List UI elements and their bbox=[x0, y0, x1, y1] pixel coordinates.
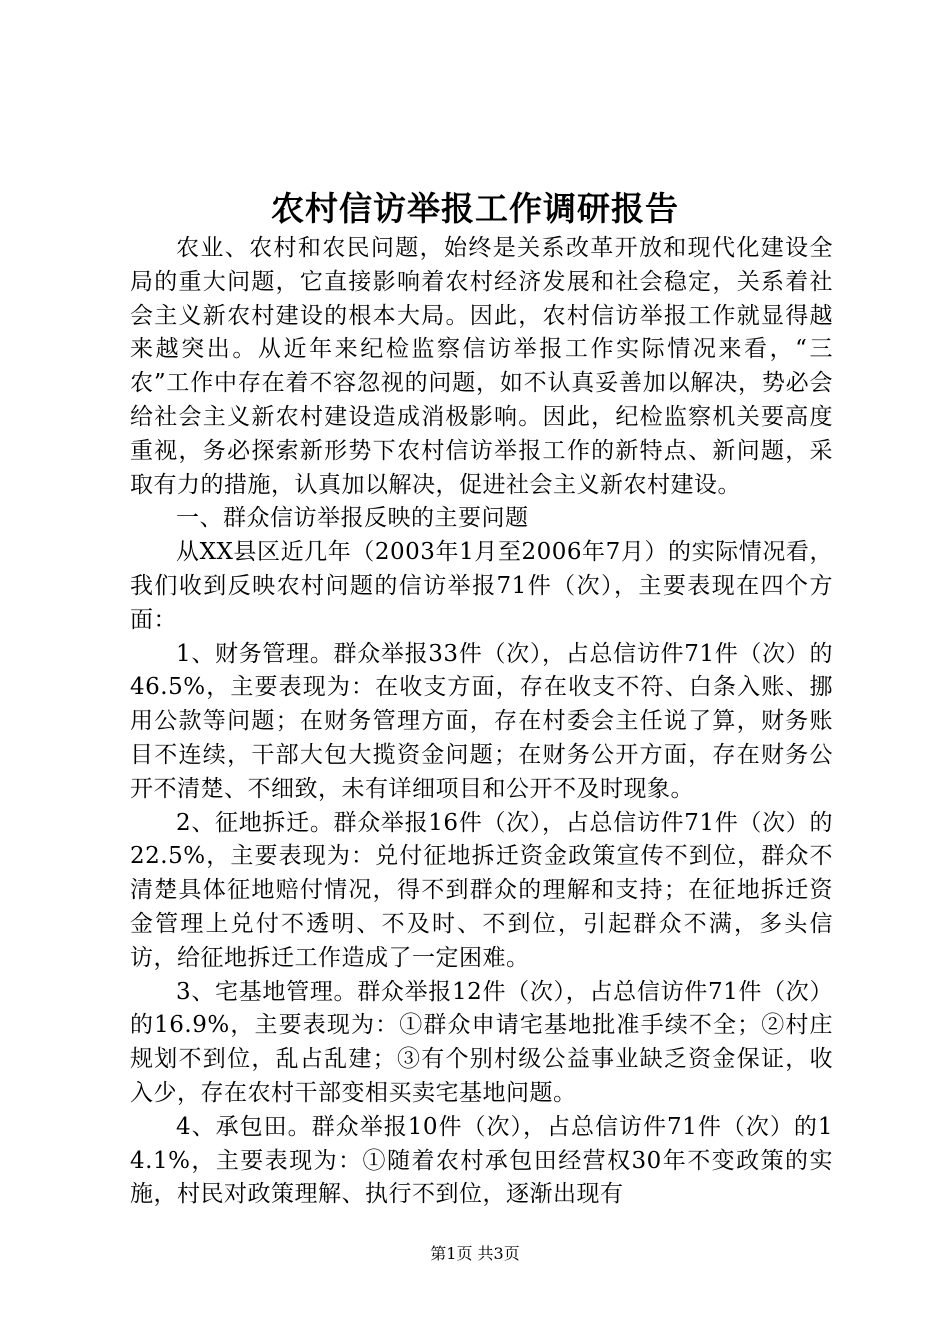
document-body bbox=[130, 232, 833, 1212]
overview-paragraph: 从XX县区近几年（2003年1月至2006年7月）的实际情况看，我们收到反映农村问题的信访举报71件（次），主要表现在四个方面： bbox=[130, 539, 833, 633]
document-title: 农村信访举报工作调研报告 bbox=[271, 189, 679, 228]
item-finance-paragraph: 1、财务管理。群众举报33件（次），占总信访件71件（次）的46.5%，主要表现为：在收支方面，存在收支不符、白条入账、挪用公款等问题；在财务管理方面，存在村委会主任说了算，财务账目不连续，干部大包大揽资金问题；在财务公开方面，存在财务公开不清楚、不细致，未有详细项目和公开不及时现象。 bbox=[130, 640, 833, 802]
item-land-requisition-paragraph: 2、征地拆迁。群众举报16件（次），占总信访件71件（次）的22.5%，主要表现为：兑付征地拆迁资金政策宣传不到位，群众不清楚具体征地赔付情况，得不到群众的理解和支持；在征地拆迁资金管理上兑付不透明、不及时、不到位，引起群众不满，多头信访，给征地拆迁工作造成了一定困难。 bbox=[130, 809, 833, 971]
item-contract-land-paragraph: 4、承包田。群众举报10件（次），占总信访件71件（次）的14.1%，主要表现为：①随着农村承包田经营权30年不变政策的实施，村民对政策理解、执行不到位，逐渐出现有 bbox=[130, 1113, 833, 1208]
item-homestead-paragraph: 3、宅基地管理。群众举报12件（次），占总信访件71件（次）的16.9%，主要表现为：①群众申请宅基地批准手续不全；②村庄规划不到位，乱占乱建；③有个别村级公益事业缺乏资金保证，收入少，存在农村干部变相买卖宅基地问题。 bbox=[130, 978, 833, 1106]
intro-paragraph: 农业、农村和农民问题，始终是关系改革开放和现代化建设全局的重大问题，它直接影响着农村经济发展和社会稳定，关系着社会主义新农村建设的根本大局。因此，农村信访举报工作就显得越来越突出。从近年来纪检监察信访举报工作实际情况来看，“三农”工作中存在着不容忽视的问题，如不认真妥善加以解决，势必会给社会主义新农村建设造成消极影响。因此，纪检监察机关要高度重视，务必探索新形势下农村信访举报工作的新特点、新问题，采取有力的措施，认真加以解决，促进社会主义新农村建设。 bbox=[130, 235, 833, 498]
section-heading: 一、群众信访举报反映的主要问题 bbox=[176, 505, 529, 532]
page-footer: 第1页 共3页 bbox=[430, 1244, 520, 1263]
